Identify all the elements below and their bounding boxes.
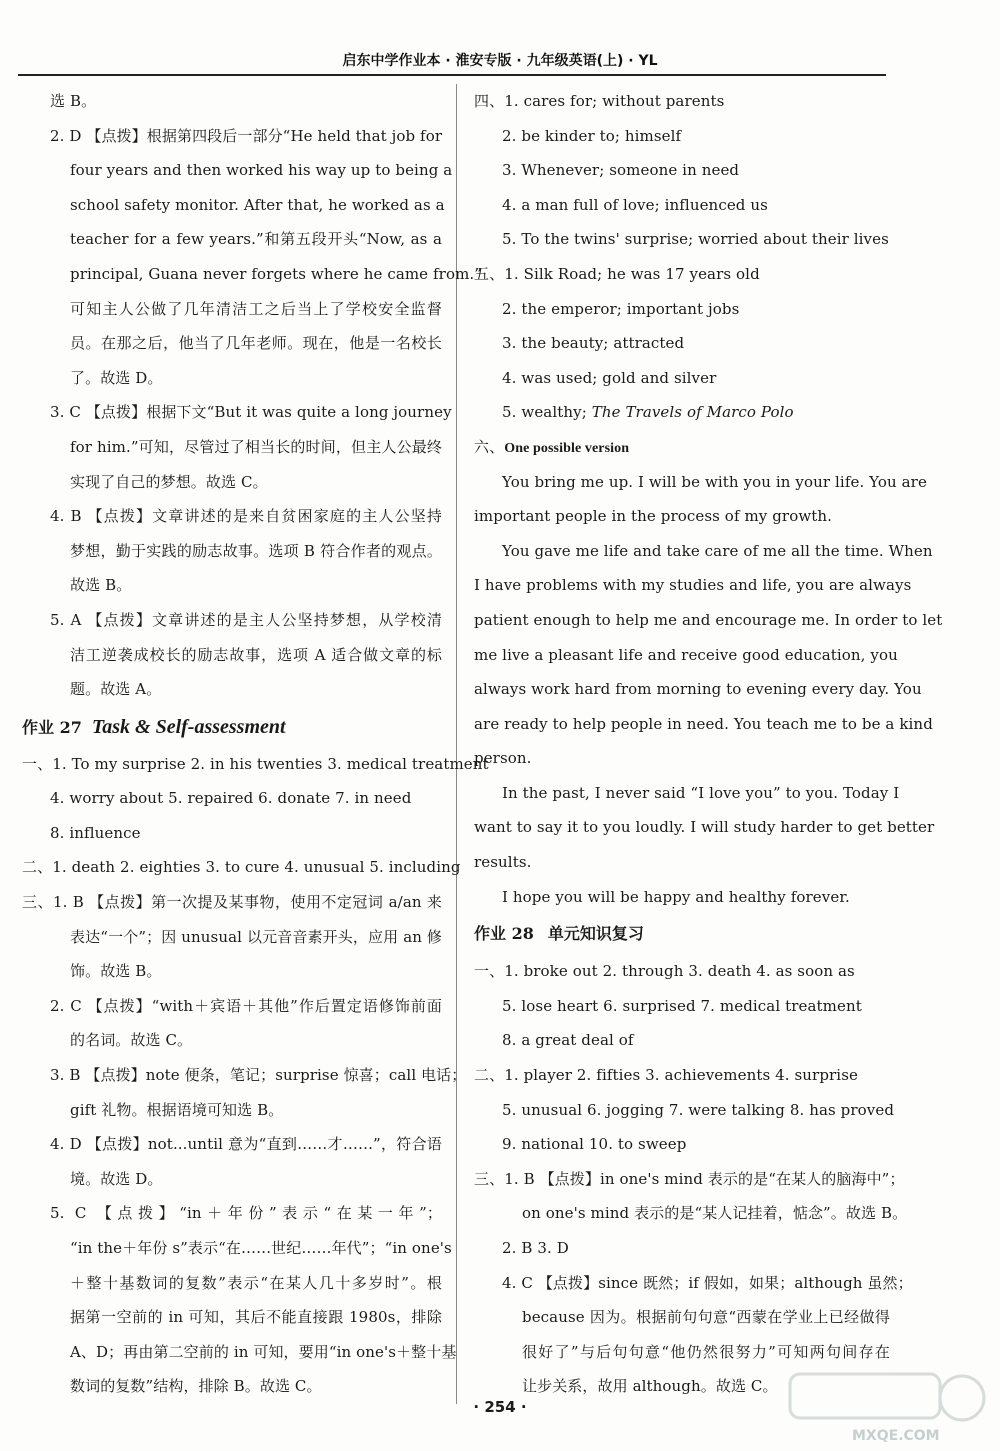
text-line [22,1023,442,1058]
text-line-content: 4. C 【点拨】since 既然；if 假如，如果；although 虽然； [502,1273,913,1292]
text-line-content: principal, Guana never forgets where he came from.” [70,264,483,283]
text-line [474,741,890,776]
text-line-content: want to say it to you loudly. I will study harder to get better [474,818,935,837]
text-line-content: 二、1. death 2. eighties 3. to cure 4. unusual 5. including [22,858,461,877]
text-line [22,1231,452,1266]
text-line-content: 4. a man full of love; influenced us [502,195,768,214]
text-line [22,885,442,920]
text-line [22,1162,442,1197]
page-header: 启东中学作业本 · 淮安专版 · 九年级英语(上) · YL [342,53,658,69]
text-line-content: ＋整十基数词的复数”表示“在某人几十多岁时”。根 [70,1273,442,1292]
text-line-content: 2. D 【点拨】根据第四段后一部分“He held that job for [50,126,443,145]
text-line [22,188,445,223]
essay-label-prefix: 六、 [474,437,505,456]
text-line [22,1196,442,1231]
text-line [474,638,898,673]
text-line-content: 5. wealthy; [502,403,592,422]
text-line-content: 三、1. B 【点拨】in one's mind 表示的是“在某人的脑海中”； [474,1169,905,1188]
text-line [22,292,442,327]
text-line [22,747,489,782]
essay-lines [474,465,943,915]
text-line [22,1058,467,1093]
text-line [474,395,890,430]
text-line-content: 3. Whenever; someone in need [502,161,740,180]
text-line [474,707,933,742]
text-line [22,954,442,989]
text-line [474,672,922,707]
text-line [474,1127,890,1162]
text-line [474,499,890,534]
text-line-content: 员。在那之后，他当了几年老师。现在，他是一名校长 [70,334,442,353]
text-line [474,954,890,989]
text-line [474,153,890,188]
text-line [474,534,933,569]
text-line [474,1162,905,1197]
text-line-content: A、D；再由第二空前的 in 可知，要用“in one's＋整十基 [70,1342,457,1361]
text-line [474,361,890,396]
text-line [22,672,442,707]
text-line-content: for him.”可知，尽管过了相当长的时间，但主人公最终 [70,437,442,456]
text-line-content: “in the＋年份 s”表示“在……世纪……年代”；“in one's [70,1239,452,1257]
text-line [474,257,890,292]
text-line-content: 5. unusual 6. jogging 7. were talking 8. has proved [502,1100,895,1119]
text-line [474,1300,890,1335]
text-line [22,326,442,361]
header-rule [18,74,886,76]
text-line-content: gift 礼物。根据语境可知选 B。 [70,1100,284,1119]
text-line-content: 题。故选 A。 [70,680,162,699]
text-line-content: results. [474,853,532,872]
text-line [22,465,442,500]
text-line-content: 5. A 【点拨】文章讲述的是主人公坚持梦想，从学校清 [50,610,442,629]
text-line-content: 一、1. To my surprise 2. in his twenties 3. medical treatment [22,754,489,773]
text-line-content: teacher for a few years.”和第五段开头“Now, as a [70,230,442,249]
text-line-content: 3. B 【点拨】note 便条，笔记；surprise 惊喜；call 电话； [50,1066,467,1085]
text-line [474,188,890,223]
text-line-content: 4. B 【点拨】文章讲述的是来自贫困家庭的主人公坚持 [50,507,442,526]
text-line [22,361,442,396]
text-line [22,816,442,851]
text-line-content: 三、1. B 【点拨】第一次提及某事物，使用不定冠词 a/an 来 [22,893,442,912]
text-line-content: You bring me up. I will be with you in your life. You are [502,472,927,491]
text-line-content: school safety monitor. After that, he worked as a [70,195,445,214]
text-line-content: I have problems with my studies and life, you are always [474,576,912,595]
text-line-content: 二、1. player 2. fifties 3. achievements 4. surprise [474,1066,858,1085]
right-column [474,84,943,1404]
text-line [22,781,442,816]
text-line [22,1266,442,1301]
text-line-content: 洁工逆袭成校长的励志故事，选项 A 适合做文章的标 [70,645,442,664]
text-line-content: 梦想，勤于实践的励志故事。选项 B 符合作者的观点。 [70,541,442,560]
text-line [22,1127,442,1162]
text-line-content: In the past, I never said “I love you” to you. Today I [502,783,900,802]
text-line-content: 4. D 【点拨】not...until 意为“直到……才……”，符合语 [50,1135,442,1154]
left-column [22,84,489,1404]
text-line [22,1300,442,1335]
text-line [474,1196,908,1231]
text-line-content: 五、1. Silk Road; he was 17 years old [474,264,760,283]
left-lines-2 [22,747,489,1404]
section-28-label: 作业 28 [474,924,534,944]
text-line-content: on one's mind 表示的是“某人记挂着，惦念”。故选 B。 [522,1204,908,1223]
text-line [474,292,890,327]
text-line-content: 3. C 【点拨】根据下文“But it was quite a long journey [50,403,452,422]
text-line [474,810,935,845]
text-line [22,920,442,955]
text-line-content: because 因为。根据前句句意“西蒙在学业上已经做得 [522,1308,890,1327]
text-line-content: 4. was used; gold and silver [502,368,717,387]
text-line [474,568,912,603]
text-line [22,603,442,638]
text-line-content: 5. To the twins' surprise; worried about their lives [502,230,889,249]
text-line-content: 8. a great deal of [502,1031,634,1050]
text-line [474,84,890,119]
text-line [22,1335,457,1370]
text-line-content: 的名词。故选 C。 [70,1031,193,1050]
text-line-content: 5. C 【点拨】“in＋年份”表示“在某一年”； [50,1204,442,1223]
text-line [22,153,453,188]
text-line-content: 境。故选 D。 [70,1169,163,1188]
text-line-content: 数词的复数”结构，排除 B。故选 C。 [70,1377,322,1396]
section-heading-27 [22,707,442,747]
text-line [22,84,442,119]
text-line [22,222,442,257]
text-line [22,534,442,569]
essay-label: One possible version [504,440,630,456]
text-line [22,395,452,430]
watermark-logo [782,1370,992,1448]
text-line-content: 9. national 10. to sweep [502,1135,687,1154]
text-line-content: 很好了”与后句句意“他仍然很努力”可知两句间存在 [522,1342,890,1361]
text-line [474,222,890,257]
text-line [474,603,943,638]
text-line [22,568,442,603]
text-line-content: 4. worry about 5. repaired 6. donate 7. in need [50,789,412,808]
text-line [474,1093,895,1128]
text-line-content: 故选 B。 [70,576,132,595]
watermark-text: MXQE.COM [852,1428,940,1444]
text-line [474,1266,913,1301]
section-27-label: 作业 27 [22,717,82,737]
text-line-content: are ready to help people in need. You teach me to be a kind [474,714,933,733]
text-line-content: always work hard from morning to evening every day. You [474,680,922,699]
text-line-content: 让步关系，故用 although。故选 C。 [522,1377,778,1396]
text-line [22,119,442,154]
text-line [22,499,442,534]
text-line [474,845,890,880]
text-line-content: I hope you will be happy and healthy forever. [502,887,850,906]
text-line-content: important people in the process of my growth. [474,507,833,526]
text-line [474,1335,890,1370]
text-line-content: 2. B 3. D [502,1239,569,1257]
watermark-circle [940,1376,984,1420]
right-lines-1 [474,84,890,430]
text-line [474,1058,890,1093]
text-line-content: You gave me life and take care of me all the time. When [502,541,933,560]
text-line [474,880,890,915]
text-line [474,326,890,361]
book-title: The Travels of Marco Polo [591,403,794,422]
text-line-content: 2. be kinder to; himself [502,126,682,145]
text-line [22,1093,442,1128]
text-line [22,989,442,1024]
text-line-content: 饰。故选 B。 [70,962,162,981]
text-line [474,1023,890,1058]
text-line [22,257,483,292]
essay-label-line [474,430,890,465]
text-line-content: four years and then worked his way up to being a [70,161,453,180]
text-line [474,1231,890,1266]
watermark-badge [790,1374,940,1418]
text-line-content: person. [474,749,532,768]
left-lines-1 [22,84,483,707]
text-line-content: 3. the beauty; attracted [502,334,685,353]
text-line [474,989,890,1024]
text-line-content: 了。故选 D。 [70,368,163,387]
right-lines-2 [474,954,913,1404]
text-line [22,638,442,673]
text-line [474,776,900,811]
text-line-content: 可知主人公做了几年清洁工之后当上了学校安全监督 [70,299,442,318]
text-line-content: me live a pleasant life and receive good education, you [474,645,898,664]
text-line-content: 5. lose heart 6. surprised 7. medical treatment [502,996,862,1015]
text-line [474,465,927,500]
text-line-content: patient enough to help me and encourage me. In order to let [474,610,943,629]
text-line [474,119,890,154]
text-line-content: 四、1. cares for; without parents [474,92,725,110]
text-line [22,850,461,885]
text-line-content: 一、1. broke out 2. through 3. death 4. as soon as [474,962,855,981]
section-27-title: Task & Self-assessment [91,715,286,738]
text-line-content: 选 B。 [50,92,97,110]
text-line [22,430,442,465]
text-line-content: 2. C 【点拨】“with＋宾语＋其他”作后置定语修饰前面 [50,996,442,1015]
text-line-content: 表达“一个”；因 unusual 以元音音素开头，应用 an 修 [70,927,442,946]
text-line-content: 实现了自己的梦想。故选 C。 [70,472,268,491]
text-line-content: 据第一空前的 in 可知，其后不能直接跟 1980s，排除 [70,1308,442,1327]
section-28-title: 单元知识复习 [547,924,644,944]
text-line-content: 2. the emperor; important jobs [502,299,740,318]
page-number: · 254 · [473,1398,527,1416]
section-heading-28 [474,914,890,954]
text-line-content: 8. influence [50,823,141,842]
